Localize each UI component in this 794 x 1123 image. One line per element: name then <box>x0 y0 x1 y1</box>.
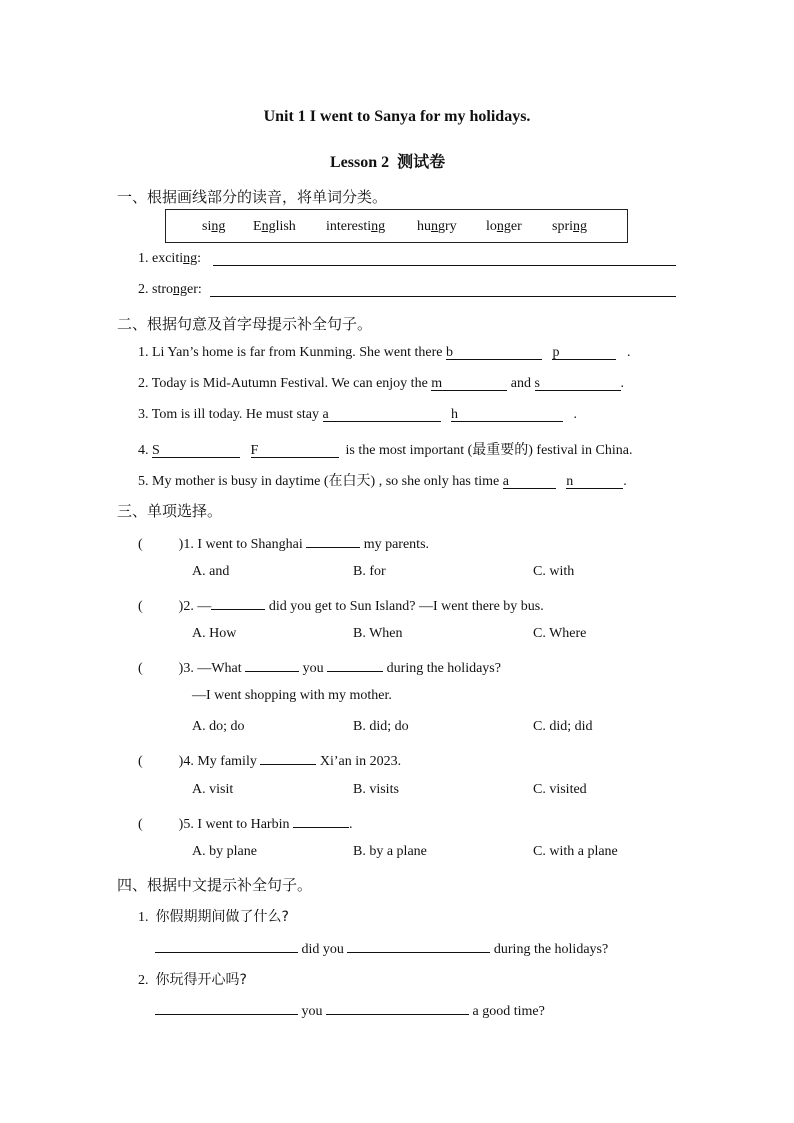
s2-q4-blank-1[interactable]: S <box>152 443 240 458</box>
s2-q3-blank-1[interactable]: a <box>323 407 441 422</box>
s3-q2-paren[interactable]: ( <box>138 599 143 614</box>
s3-q4-blank[interactable] <box>260 750 316 765</box>
s3-q3-option-b[interactable]: B. did; do <box>353 719 409 734</box>
section4-heading: 四、根据中文提示补全句子。 <box>117 876 313 894</box>
word-spring: spring <box>552 219 587 234</box>
s3-q3-option-a[interactable]: A. do; do <box>192 719 245 734</box>
s2-q1-blank-1[interactable]: b <box>446 345 542 360</box>
s3-q4-option-a[interactable]: A. visit <box>192 782 234 797</box>
s4-q1-sentence: did you during the holidays? <box>155 938 608 958</box>
lesson-title <box>330 149 445 172</box>
s4-q2-sentence: you a good time? <box>155 1000 545 1020</box>
s1-q1-label: 1. exciting: <box>138 251 201 266</box>
s3-q2-option-a[interactable]: A. How <box>192 626 237 641</box>
word-sing: sing <box>202 219 226 234</box>
s3-q5-blank[interactable] <box>293 813 349 828</box>
s3-q2: ( )2. — did you get to Sun Island? —I went there by bus. <box>138 595 544 615</box>
section2-heading: 二、根据句意及首字母提示补全句子。 <box>117 315 373 333</box>
s4-q1-prompt: 1. 你假期期间做了什么? <box>138 909 289 925</box>
s3-q1-option-a[interactable]: A. and <box>192 564 230 579</box>
s3-q5-option-a[interactable]: A. by plane <box>192 844 257 859</box>
s4-q1-blank-1[interactable] <box>155 938 298 953</box>
s2-q2-blank-2[interactable]: s <box>535 376 621 391</box>
word-english: English <box>253 219 296 234</box>
lesson-label: Lesson 2 <box>330 154 390 171</box>
s3-q1-option-b[interactable]: B. for <box>353 564 386 579</box>
s3-q5-paren[interactable]: ( <box>138 817 143 832</box>
s2-q5: 5. My mother is busy in daytime (在白天) , so she only has time a n . <box>138 474 627 489</box>
s3-q1-option-c[interactable]: C. with <box>533 564 575 579</box>
word-longer: longer <box>486 219 522 234</box>
s4-q2-blank-1[interactable] <box>155 1000 298 1015</box>
s4-q2-prompt: 2. 你玩得开心吗? <box>138 972 247 988</box>
s3-q4-paren[interactable]: ( <box>138 754 143 769</box>
word-interesting: interesting <box>326 219 386 234</box>
section1-heading: 一、根据画线部分的读音，将单词分类。 <box>117 188 388 206</box>
word-hungry: hungry <box>417 219 457 234</box>
s3-q3: ( )3. —What you during the holidays? <box>138 657 501 677</box>
s1-q1-answer-line[interactable] <box>213 265 676 266</box>
s3-q5-option-b[interactable]: B. by a plane <box>353 844 427 859</box>
s2-q1-blank-2[interactable]: p <box>552 345 616 360</box>
s3-q5-option-c[interactable]: C. with a plane <box>533 844 618 859</box>
s1-q2-label: 2. stronger: <box>138 282 202 297</box>
s2-q3-blank-2[interactable]: h <box>451 407 563 422</box>
s4-q2-blank-2[interactable] <box>326 1000 469 1015</box>
s3-q1-blank[interactable] <box>306 533 360 548</box>
s2-q2: 2. Today is Mid-Autumn Festival. We can enjoy the m and s . <box>138 376 625 391</box>
s3-q2-option-b[interactable]: B. When <box>353 626 403 641</box>
s3-q4-option-c[interactable]: C. visited <box>533 782 587 797</box>
s4-q1-blank-2[interactable] <box>347 938 490 953</box>
s2-q5-blank-2[interactable]: n <box>566 474 623 489</box>
s3-q3-blank-1[interactable] <box>245 657 299 672</box>
s3-q1: ( )1. I went to Shanghai my parents. <box>138 533 429 553</box>
s1-q2-answer-line[interactable] <box>210 296 676 297</box>
s3-q2-blank[interactable] <box>211 595 265 610</box>
lesson-suffix: 测试卷 <box>397 152 446 171</box>
s3-q1-paren[interactable]: ( <box>138 537 143 552</box>
s3-q3-paren[interactable]: ( <box>138 661 143 676</box>
s3-q4: ( )4. My family Xi’an in 2023. <box>138 750 401 770</box>
s3-q3-blank-2[interactable] <box>327 657 383 672</box>
s2-q2-blank-1[interactable]: m <box>431 376 507 391</box>
page-title: Unit 1 I went to Sanya for my holidays. <box>263 108 531 125</box>
s3-q3-reply: —I went shopping with my mother. <box>192 688 392 703</box>
s2-q1: 1. Li Yan’s home is far from Kunming. She went there b p . <box>138 345 631 360</box>
s3-q2-option-c[interactable]: C. Where <box>533 626 587 641</box>
s3-q4-option-b[interactable]: B. visits <box>353 782 399 797</box>
s2-q5-blank-1[interactable]: a <box>503 474 556 489</box>
s2-q4: 4. S F is the most important (最重要的) festival in China. <box>138 443 633 458</box>
s3-q3-option-c[interactable]: C. did; did <box>533 719 593 734</box>
s2-q4-blank-2[interactable]: F <box>251 443 339 458</box>
section3-heading: 三、单项选择。 <box>117 502 223 520</box>
s3-q5: ( )5. I went to Harbin . <box>138 813 352 833</box>
s2-q3: 3. Tom is ill today. He must stay a h . <box>138 407 578 422</box>
